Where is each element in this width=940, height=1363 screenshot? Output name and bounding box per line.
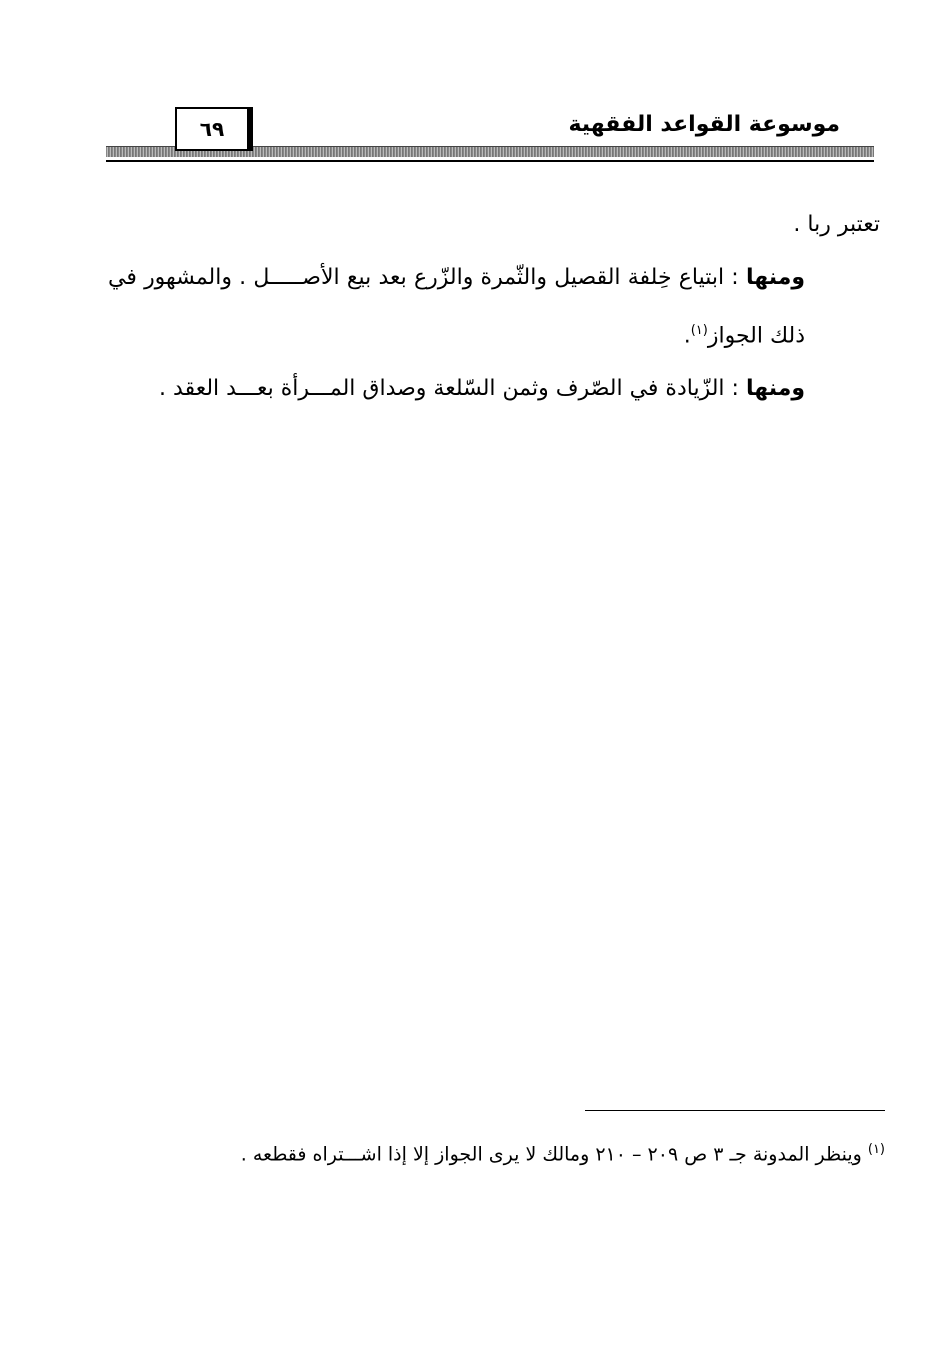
- paragraph-keyword: ومنها: [745, 376, 805, 402]
- text-line-continuation: تعتبر ربا .: [793, 212, 880, 237]
- footnote-text: وينظر المدونة جـ ٣ ص ٢٠٩ – ٢١٠ ومالك لا يرى الجواز إلا إذا اشـــتراه فقطعه .: [240, 1143, 862, 1166]
- paragraph-item: [108, 362, 880, 415]
- paragraph-keyword: ومنها: [745, 265, 806, 290]
- page-number: ٦٩: [175, 107, 253, 151]
- paragraph-text: : ابتياع خِلفة القصيل والثّمرة والزّرع بعد بيع الأصـــــل . والمشهور في ذلك الجواز: [108, 265, 805, 349]
- header-rule: [106, 160, 874, 162]
- footnote: [108, 1128, 885, 1176]
- paragraph-item: [108, 251, 880, 362]
- main-text: [108, 198, 880, 415]
- footnote-reference: (١): [690, 323, 708, 338]
- footnote-separator: [585, 1110, 885, 1111]
- running-header-title: موسوعة القواعد الفقهية: [568, 112, 840, 137]
- paragraph-text: : الزّيادة في الصّرف وثمن السّلعة وصداق المـــرأة بعـــد العقد .: [159, 376, 739, 402]
- footnote-marker: (١): [867, 1142, 885, 1157]
- paragraph-end: .: [683, 323, 691, 349]
